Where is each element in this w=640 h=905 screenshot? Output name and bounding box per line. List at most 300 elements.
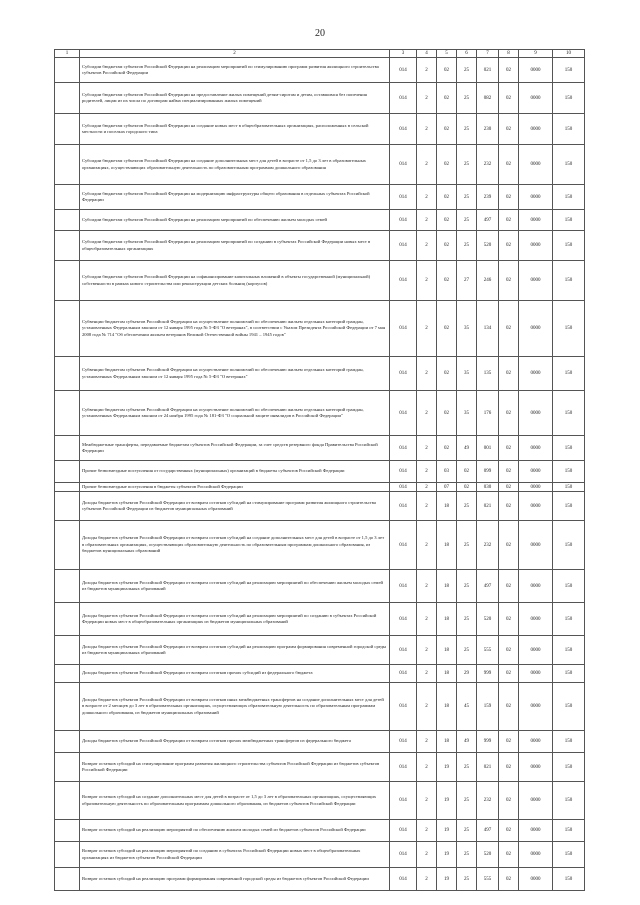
code-cell: 014: [390, 603, 417, 636]
table-row: [55, 145, 585, 185]
code-cell: 001: [477, 436, 499, 461]
row-number-cell: [55, 391, 80, 436]
code-cell: 0000: [519, 492, 553, 521]
row-number-cell: [55, 436, 80, 461]
code-cell: 2: [417, 357, 437, 391]
row-number-cell: [55, 114, 80, 145]
code-cell: 014: [390, 357, 417, 391]
code-cell: 0000: [519, 83, 553, 114]
column-header: 5: [437, 50, 457, 58]
code-cell: 0000: [519, 210, 553, 231]
code-cell: 021: [477, 492, 499, 521]
code-cell: 02: [499, 185, 519, 210]
code-cell: 0000: [519, 868, 553, 891]
code-cell: 03: [437, 461, 457, 483]
row-description: Доходы бюджетов субъектов Российской Федерации от возврата остатков субсидий на создание дополнительных мест для детей в возрасте от 1,5 до 3 лет в образовательных организациях, осуществляющих образовательную деятельность по образовательным программам дошкольного образования, из бюджетов муниципальных образований: [80, 521, 390, 570]
code-cell: 014: [390, 145, 417, 185]
row-number-cell: [55, 83, 80, 114]
code-cell: 18: [437, 683, 457, 731]
code-cell: 25: [457, 231, 477, 261]
table-row: [55, 483, 585, 492]
table-row: [55, 391, 585, 436]
code-cell: 25: [457, 753, 477, 782]
page-number: 20: [315, 28, 325, 39]
code-cell: 02: [499, 782, 519, 820]
code-cell: 02: [437, 114, 457, 145]
code-cell: 232: [477, 782, 499, 820]
code-cell: 150: [553, 636, 585, 665]
row-number-cell: [55, 842, 80, 868]
code-cell: 2: [417, 731, 437, 753]
code-cell: 02: [437, 261, 457, 301]
code-cell: 18: [437, 731, 457, 753]
code-cell: 02: [437, 210, 457, 231]
row-number-cell: [55, 357, 80, 391]
code-cell: 021: [477, 58, 499, 83]
code-cell: 0000: [519, 782, 553, 820]
code-cell: 2: [417, 58, 437, 83]
code-cell: 02: [437, 83, 457, 114]
code-cell: 232: [477, 145, 499, 185]
code-cell: 150: [553, 301, 585, 357]
code-cell: 0000: [519, 636, 553, 665]
code-cell: 02: [437, 391, 457, 436]
row-number-cell: [55, 145, 80, 185]
code-cell: 150: [553, 731, 585, 753]
code-cell: 014: [390, 820, 417, 842]
code-cell: 2: [417, 636, 437, 665]
code-cell: 2: [417, 391, 437, 436]
row-description: Субвенции бюджетам субъектов Российской Федерации на осуществление полномочий по обеспечению жильем отдельных категорий граждан, установленных Федеральным законом от 12 января 1995 года № 5-ФЗ "О ветеранах", в соответствии с Указом Президента Российской Федерации от 7 мая 2008 года № 714 "Об обеспечении жильем ветеранов Великой Отечественной войны 1941 – 1945 годов": [80, 301, 390, 357]
code-cell: 19: [437, 753, 457, 782]
code-cell: 2: [417, 603, 437, 636]
code-cell: 0000: [519, 603, 553, 636]
table-row: [55, 461, 585, 483]
table-row: [55, 185, 585, 210]
code-cell: 2: [417, 301, 437, 357]
code-cell: 02: [437, 436, 457, 461]
row-description: Субвенции бюджетам субъектов Российской Федерации на осуществление полномочий по обеспечению жильем отдельных категорий граждан, установленных Федеральным законом от 24 ноября 1995 года № 181-ФЗ "О социальной защите инвалидов в Российской Федерации": [80, 391, 390, 436]
code-cell: 150: [553, 868, 585, 891]
code-cell: 2: [417, 820, 437, 842]
code-cell: 02: [499, 231, 519, 261]
code-cell: 555: [477, 636, 499, 665]
code-cell: 150: [553, 114, 585, 145]
code-cell: 099: [477, 461, 499, 483]
code-cell: 02: [499, 731, 519, 753]
code-cell: 0000: [519, 731, 553, 753]
code-cell: 999: [477, 731, 499, 753]
code-cell: 232: [477, 521, 499, 570]
code-cell: 014: [390, 261, 417, 301]
code-cell: 150: [553, 357, 585, 391]
code-cell: 0000: [519, 483, 553, 492]
code-cell: 0000: [519, 436, 553, 461]
code-cell: 150: [553, 521, 585, 570]
row-description: Субсидии бюджетам субъектов Российской Федерации на софинансирование капитальных вложений в объекты государственной (муниципальной) собственности в рамках нового строительства или реконструкции детских больниц (корпусов): [80, 261, 390, 301]
code-cell: 0000: [519, 570, 553, 603]
code-cell: 176: [477, 391, 499, 436]
code-cell: 082: [477, 83, 499, 114]
code-cell: 02: [499, 301, 519, 357]
code-cell: 18: [437, 570, 457, 603]
column-header: 2: [80, 50, 390, 58]
row-description: Субсидии бюджетам субъектов Российской Федерации на реализацию мероприятий по созданию в субъектах Российской Федерации новых мест в общеобразовательных организациях: [80, 231, 390, 261]
code-cell: 2: [417, 683, 437, 731]
code-cell: 150: [553, 483, 585, 492]
table-row: [55, 665, 585, 683]
row-description: Возврат остатков субсидий на реализацию мероприятий по созданию в субъектах Российской Федерации новых мест в общеобразовательных организациях из бюджетов субъектов Российской Федерации: [80, 842, 390, 868]
code-cell: 25: [457, 782, 477, 820]
table-row: [55, 114, 585, 145]
row-description: Доходы бюджетов субъектов Российской Федерации от возврата остатков прочих межбюджетных трансфертов из федерального бюджета: [80, 731, 390, 753]
code-cell: 02: [437, 357, 457, 391]
code-cell: 02: [499, 868, 519, 891]
table-row: [55, 683, 585, 731]
code-cell: 02: [437, 145, 457, 185]
code-cell: 0000: [519, 753, 553, 782]
row-description: Прочие безвозмездные поступления от государственных (муниципальных) организаций в бюджеты субъектов Российской Федерации: [80, 461, 390, 483]
row-number-cell: [55, 683, 80, 731]
code-cell: 014: [390, 521, 417, 570]
code-cell: 2: [417, 842, 437, 868]
code-cell: 02: [499, 492, 519, 521]
code-cell: 230: [477, 114, 499, 145]
code-cell: 150: [553, 231, 585, 261]
code-cell: 0000: [519, 261, 553, 301]
column-header: 8: [499, 50, 519, 58]
column-header: 4: [417, 50, 437, 58]
code-cell: 0000: [519, 820, 553, 842]
code-cell: 02: [499, 145, 519, 185]
code-cell: 18: [437, 603, 457, 636]
code-cell: 014: [390, 210, 417, 231]
code-cell: 19: [437, 868, 457, 891]
code-cell: 29: [457, 665, 477, 683]
code-cell: 25: [457, 210, 477, 231]
table-row: [55, 603, 585, 636]
code-cell: 150: [553, 461, 585, 483]
code-cell: 2: [417, 570, 437, 603]
code-cell: 07: [437, 483, 457, 492]
code-cell: 2: [417, 483, 437, 492]
code-cell: 19: [437, 782, 457, 820]
code-cell: 0000: [519, 114, 553, 145]
code-cell: 014: [390, 58, 417, 83]
row-number-cell: [55, 210, 80, 231]
column-header: 10: [553, 50, 585, 58]
row-description: Субсидии бюджетам субъектов Российской Федерации на модернизацию инфраструктуры общего образования в отдельных субъектах Российской Федерации: [80, 185, 390, 210]
row-number-cell: [55, 868, 80, 891]
row-description: Субсидии бюджетам субъектов Российской Федерации на реализацию мероприятий по стимулированию программ развития жилищного строительства субъектов Российской Федерации: [80, 58, 390, 83]
code-cell: 150: [553, 145, 585, 185]
code-cell: 2: [417, 436, 437, 461]
table-row: [55, 210, 585, 231]
code-cell: 02: [499, 820, 519, 842]
code-cell: 0000: [519, 391, 553, 436]
column-header: 6: [457, 50, 477, 58]
row-description: Доходы бюджетов субъектов Российской Федерации от возврата остатков субсидий на реализацию мероприятий по созданию в субъектах Российской Федерации новых мест в общеобразовательных организациях из бюджетов муниципальных образований: [80, 603, 390, 636]
code-cell: 2: [417, 261, 437, 301]
code-cell: 239: [477, 185, 499, 210]
code-cell: 150: [553, 436, 585, 461]
code-cell: 02: [499, 210, 519, 231]
code-cell: 02: [437, 185, 457, 210]
code-cell: 25: [457, 868, 477, 891]
code-cell: 25: [457, 58, 477, 83]
table-row: [55, 570, 585, 603]
row-number-cell: [55, 753, 80, 782]
table-row: [55, 636, 585, 665]
code-cell: 0000: [519, 461, 553, 483]
row-description: Доходы бюджетов субъектов Российской Федерации от возврата остатков иных межбюджетных трансфертов на создание дополнительных мест для детей в возрасте от 2 месяцев до 3 лет в образовательных организациях, осуществляющих образовательную деятельность по образовательным программам дошкольного образования, из бюджетов муниципальных образований: [80, 683, 390, 731]
code-cell: 02: [499, 483, 519, 492]
code-cell: 014: [390, 114, 417, 145]
code-cell: 2: [417, 521, 437, 570]
table-row: [55, 83, 585, 114]
code-cell: 014: [390, 185, 417, 210]
row-number-cell: [55, 231, 80, 261]
code-cell: 2: [417, 145, 437, 185]
code-cell: 25: [457, 492, 477, 521]
row-number-cell: [55, 185, 80, 210]
code-cell: 0000: [519, 521, 553, 570]
code-cell: 18: [437, 521, 457, 570]
code-cell: 555: [477, 868, 499, 891]
code-cell: 014: [390, 782, 417, 820]
code-cell: 25: [457, 570, 477, 603]
code-cell: 18: [437, 636, 457, 665]
row-number-cell: [55, 492, 80, 521]
code-cell: 2: [417, 665, 437, 683]
row-description: Субсидии бюджетам субъектов Российской Федерации на предоставление жилых помещений детям-сиротам и детям, оставшимся без попечения родителей, лицам из их числа по договорам найма специализированных жилых помещений: [80, 83, 390, 114]
row-description: Возврат остатков субсидий на создание дополнительных мест для детей в возрасте от 1,5 до 3 лет в образовательных организациях, осуществляющих образовательную деятельность по образовательным программам дошкольного образования, из бюджетов субъектов Российской Федерации: [80, 782, 390, 820]
code-cell: 02: [499, 58, 519, 83]
row-description: Прочие безвозмездные поступления в бюджеты субъектов Российской Федерации: [80, 483, 390, 492]
code-cell: 014: [390, 570, 417, 603]
code-cell: 150: [553, 391, 585, 436]
row-description: Субсидии бюджетам субъектов Российской Федерации на создание новых мест в общеобразовательных организациях, расположенных в сельской местности и поселках городского типа: [80, 114, 390, 145]
code-cell: 150: [553, 603, 585, 636]
code-cell: 150: [553, 753, 585, 782]
code-cell: 0000: [519, 145, 553, 185]
code-cell: 150: [553, 210, 585, 231]
row-description: Субсидии бюджетам субъектов Российской Федерации на реализацию мероприятий по обеспечению жильем молодых семей: [80, 210, 390, 231]
code-cell: 150: [553, 58, 585, 83]
code-cell: 150: [553, 492, 585, 521]
code-cell: 25: [457, 842, 477, 868]
row-description: Субвенции бюджетам субъектов Российской Федерации на осуществление полномочий по обеспечению жильем отдельных категорий граждан, установленных Федеральным законом от 12 января 1995 года № 5-ФЗ "О ветеранах": [80, 357, 390, 391]
code-cell: 25: [457, 603, 477, 636]
budget-codes-table: [54, 49, 585, 891]
code-cell: 014: [390, 868, 417, 891]
code-cell: 02: [499, 83, 519, 114]
code-cell: 2: [417, 782, 437, 820]
table-body: [55, 58, 585, 891]
code-cell: 150: [553, 683, 585, 731]
column-header: 9: [519, 50, 553, 58]
code-cell: 021: [477, 753, 499, 782]
code-cell: 02: [499, 114, 519, 145]
code-cell: 02: [499, 665, 519, 683]
code-cell: 0000: [519, 301, 553, 357]
code-cell: 02: [457, 461, 477, 483]
code-cell: 2: [417, 185, 437, 210]
row-number-cell: [55, 461, 80, 483]
code-cell: 0000: [519, 842, 553, 868]
code-cell: 35: [457, 391, 477, 436]
row-description: Субсидии бюджетам субъектов Российской Федерации на создание дополнительных мест для детей в возрасте от 1,5 до 3 лет в образовательных организациях, осуществляющих образовательную деятельность по образовательным программам дошкольного образования: [80, 145, 390, 185]
code-cell: 2: [417, 210, 437, 231]
code-cell: 014: [390, 483, 417, 492]
code-cell: 0000: [519, 357, 553, 391]
code-cell: 2: [417, 83, 437, 114]
table-header-row: [55, 50, 585, 58]
code-cell: 030: [477, 483, 499, 492]
code-cell: 2: [417, 461, 437, 483]
code-cell: 2: [417, 753, 437, 782]
code-cell: 150: [553, 782, 585, 820]
table-row: [55, 261, 585, 301]
code-cell: 246: [477, 261, 499, 301]
column-header: 3: [390, 50, 417, 58]
row-number-cell: [55, 58, 80, 83]
code-cell: 159: [477, 683, 499, 731]
code-cell: 25: [457, 636, 477, 665]
table-row: [55, 782, 585, 820]
code-cell: 02: [499, 391, 519, 436]
code-cell: 2: [417, 492, 437, 521]
code-cell: 02: [499, 461, 519, 483]
code-cell: 497: [477, 570, 499, 603]
code-cell: 0000: [519, 185, 553, 210]
code-cell: 014: [390, 842, 417, 868]
code-cell: 25: [457, 521, 477, 570]
code-cell: 150: [553, 665, 585, 683]
table-row: [55, 58, 585, 83]
code-cell: 49: [457, 731, 477, 753]
table-row: [55, 753, 585, 782]
row-description: Доходы бюджетов субъектов Российской Федерации от возврата остатков прочих субсидий из федерального бюджета: [80, 665, 390, 683]
code-cell: 520: [477, 842, 499, 868]
code-cell: 0000: [519, 683, 553, 731]
code-cell: 02: [437, 231, 457, 261]
code-cell: 014: [390, 83, 417, 114]
code-cell: 02: [499, 636, 519, 665]
code-cell: 25: [457, 83, 477, 114]
code-cell: 0000: [519, 58, 553, 83]
code-cell: 0000: [519, 231, 553, 261]
code-cell: 02: [499, 357, 519, 391]
code-cell: 150: [553, 570, 585, 603]
code-cell: 150: [553, 820, 585, 842]
code-cell: 27: [457, 261, 477, 301]
row-number-cell: [55, 521, 80, 570]
code-cell: 2: [417, 231, 437, 261]
code-cell: 18: [437, 492, 457, 521]
code-cell: 25: [457, 820, 477, 842]
code-cell: 014: [390, 461, 417, 483]
code-cell: 02: [499, 683, 519, 731]
code-cell: 25: [457, 145, 477, 185]
row-description: Доходы бюджетов субъектов Российской Федерации от возврата остатков субсидий на стимулирование программ развития жилищного строительства субъектов Российской Федерации из бюджетов муниципальных образований: [80, 492, 390, 521]
table-row: [55, 868, 585, 891]
code-cell: 014: [390, 731, 417, 753]
row-number-cell: [55, 782, 80, 820]
row-description: Возврат остатков субсидий на реализацию программ формирования современной городской среды из бюджетов субъектов Российской Федерации: [80, 868, 390, 891]
table-row: [55, 820, 585, 842]
row-number-cell: [55, 731, 80, 753]
row-number-cell: [55, 603, 80, 636]
code-cell: 02: [499, 753, 519, 782]
code-cell: 2: [417, 114, 437, 145]
code-cell: 02: [437, 58, 457, 83]
code-cell: 135: [477, 357, 499, 391]
code-cell: 150: [553, 842, 585, 868]
row-description: Возврат остатков субсидий на реализацию мероприятий по обеспечению жильем молодых семей из бюджетов субъектов Российской Федерации: [80, 820, 390, 842]
code-cell: 02: [499, 570, 519, 603]
row-number-cell: [55, 665, 80, 683]
code-cell: 49: [457, 436, 477, 461]
code-cell: 02: [457, 483, 477, 492]
table-row: [55, 436, 585, 461]
code-cell: 999: [477, 665, 499, 683]
code-cell: 02: [499, 261, 519, 301]
row-description: Доходы бюджетов субъектов Российской Федерации от возврата остатков субсидий на реализацию мероприятий по обеспечению жильем молодых семей из бюджетов муниципальных образований: [80, 570, 390, 603]
code-cell: 497: [477, 210, 499, 231]
code-cell: 02: [437, 301, 457, 357]
code-cell: 25: [457, 114, 477, 145]
code-cell: 014: [390, 683, 417, 731]
code-cell: 014: [390, 391, 417, 436]
code-cell: 35: [457, 357, 477, 391]
code-cell: 02: [499, 603, 519, 636]
code-cell: 150: [553, 83, 585, 114]
code-cell: 150: [553, 185, 585, 210]
code-cell: 02: [499, 521, 519, 570]
row-number-cell: [55, 301, 80, 357]
code-cell: 150: [553, 261, 585, 301]
code-cell: 520: [477, 231, 499, 261]
code-cell: 19: [437, 820, 457, 842]
row-number-cell: [55, 820, 80, 842]
code-cell: 25: [457, 185, 477, 210]
code-cell: 45: [457, 683, 477, 731]
code-cell: 520: [477, 603, 499, 636]
code-cell: 35: [457, 301, 477, 357]
row-description: Доходы бюджетов субъектов Российской Федерации от возврата остатков субсидий на реализацию программ формирования современной городской среды из бюджетов муниципальных образований: [80, 636, 390, 665]
row-description: Межбюджетные трансферты, передаваемые бюджетам субъектов Российской Федерации, за счет средств резервного фонда Правительства Российской Федерации: [80, 436, 390, 461]
table-row: [55, 521, 585, 570]
table-row: [55, 731, 585, 753]
row-number-cell: [55, 636, 80, 665]
table-row: [55, 231, 585, 261]
code-cell: 134: [477, 301, 499, 357]
code-cell: 02: [499, 436, 519, 461]
code-cell: 014: [390, 665, 417, 683]
code-cell: 014: [390, 436, 417, 461]
code-cell: 497: [477, 820, 499, 842]
row-number-cell: [55, 483, 80, 492]
table-row: [55, 492, 585, 521]
column-header: 1: [55, 50, 80, 58]
code-cell: 02: [499, 842, 519, 868]
code-cell: 0000: [519, 665, 553, 683]
code-cell: 014: [390, 492, 417, 521]
table-row: [55, 842, 585, 868]
code-cell: 014: [390, 301, 417, 357]
row-number-cell: [55, 570, 80, 603]
